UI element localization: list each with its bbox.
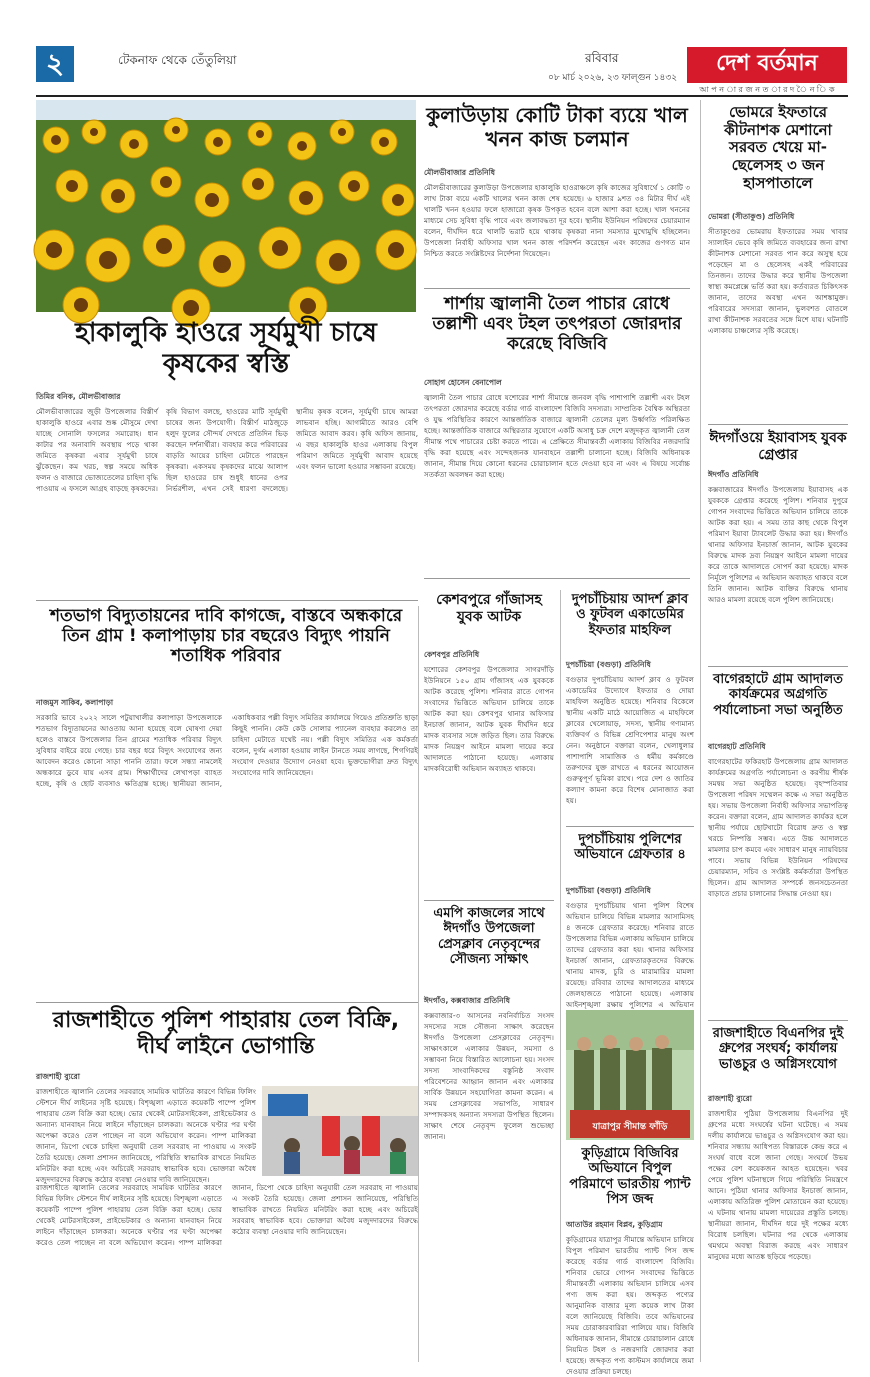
newspaper-logo[interactable]: দেশ বর্তমান (687, 47, 847, 83)
kulaura-headline[interactable]: কুলাউড়ায় কোটি টাকা ব্যয়ে খাল খনন কাজ চলমান (426, 103, 688, 151)
divider (708, 424, 848, 425)
shotobochor-byline: নাজমুস সাকিব, কলাপাড়া (36, 698, 114, 707)
kurigram-body: কুড়িগ্রামের যাত্রাপুর সীমান্তে অভিযান চালিয়ে বিপুল পরিমাণ ভারতীয় প্যান্ট পিস জব্দ করেছে বর্ডার গার্ড বাংলাদেশ বিজিবি। শনিবার ভোরে গোপন সংবাদের ভিত্তিতে সীমান্তবর্তী এলাকায় অভিযান চালিয়ে এসব পণ্য জব্দ করা হয়। জব্দকৃত পণ্যের আনুমানিক বাজার মূল্য কয়েক লাখ টাকা বলে জানিয়েছে বিজিবি। তবে অভিযানের সময় চোরাকারবারিরা পালিয়ে যায়। বিজিবি অধিনায়ক জানান, সীমান্তে চোরাচালান রোধে নিয়মিত টহল ও নজরদারি জোরদার করা হয়েছে। জব্দকৃত পণ্য কাস্টমস কার্যালয়ে জমা দেওয়ার প্রক্রিয়া চলছে। (566, 1235, 694, 1376)
kitnashok-body: সীতাকুণ্ডের ভোমরায় ইফতারের সময় খাবার স্যালাইন ভেবে কৃষি জমিতে ব্যবহারের জন্য রাখা কীটনাশক মেশানো সরবত পান করে অসুস্থ হয়ে পড়েছেন মা ও ছেলেসহ একই পরিবারের তিনজন। তাদের উদ্ধার করে স্থানীয় উপজেলা স্বাস্থ্য কমপ্লেক্সে ভর্তি করা হয়। কর্তব্যরত চিকিৎসক জানান, তাদের অবস্থা এখন আশঙ্কামুক্ত। পরিবারের সদস্যরা জানান, ভুলবশত বোতলে রাখা কীটনাশক সরবতের সঙ্গে মিশে যায়। ঘটনাটি এলাকায় চাঞ্চল্যের সৃষ্টি করেছে। (708, 227, 848, 335)
divider (424, 578, 690, 579)
sharsha-body: জ্বালানী তৈল পাচার রোধে যশোরের শার্শা সীমান্তে জনবল বৃদ্ধি পাশাপাশি তল্লাশী এবং টহল তৎপরতা জোরদার করেছে বর্ডার গার্ড বাংলাদেশ বিজিবি সদস্যরা। সাম্প্রতিক বৈশ্বিক অস্থিরতা ও যুদ্ধ পরিস্থিতির কারণে আন্তর্জাতিক বাজারে জ্বালানী তেলের মূল্য উর্ধ্বগতি পরিলক্ষিত হচ্ছে। আন্তর্জাতিক বাজারে অস্থিরতার সুযোগে একটি অসাধু চক্র দেশে মজুদকৃত জ্বালানী তেল সীমান্ত পথে পাচারের চেষ্টা করতে পারে। এ প্রেক্ষিতে সীমান্তবর্তী এলাকায় বিজিবির নজরদারি বৃদ্ধি করা হয়েছে এবং সন্দেহজনক যানবাহনে তল্লাশী চালানো হচ্ছে। বিজিবি অধিনায়ক জানান, সীমান্ত দিয়ে কোনো ধরনের চোরাচালান হতে দেওয়া হবে না এবং এ বিষয়ে সর্বোচ্চ সতর্কতা অবলম্বন করা হচ্ছে। (424, 393, 690, 479)
bgb-banner-text: যাত্রাপুর সীমান্ত ফাঁড়ি (592, 1122, 668, 1132)
issue-date: ০৮ মার্চ ২০২৬, ২৩ ফাল্গুন ১৪৩২ (548, 73, 678, 83)
dupchanchia-police-body: বগুড়ার দুপচাঁচিয়ায় থানা পুলিশ বিশেষ অভিযান চালিয়ে বিভিন্ন মামলার আসামিসহ ৪ জনকে গ্রেফতার করেছে। শনিবার রাতে উপজেলার বিভিন্ন এলাকায় অভিযান চালিয়ে তাদের গ্রেফতার করা হয়। থানার অফিসার ইনচার্জ জানান, গ্রেফতারকৃতদের বিরুদ্ধে থানায় মাদক, চুরি ও মারামারির মামলা রয়েছে। রবিবার তাদের আদালতের মাধ্যমে জেলহাজতে পাঠানো হয়েছে। এলাকায় আইনশৃঙ্খলা রক্ষায় পুলিশের এ অভিযান (566, 901, 694, 1009)
rajshahi-bnp-headline[interactable]: রাজশাহীতে বিএনপির দুই গ্রুপের সংঘর্ষ; কার্যালয় ভাঙচুর ও অগ্নিসংযোগ (712, 1026, 844, 1072)
page-number: ২ (36, 46, 74, 82)
kurigram-byline: আতাউর রহমান বিপ্লব, কুড়িগ্রাম (566, 1220, 663, 1229)
sharsha-headline[interactable]: শার্শায় জ্বালানী তৈল পাচার রোধে তল্লাশী এবং টহল তৎপরতা জোরদার করেছে বিজিবি (432, 294, 682, 355)
iyasin-headline[interactable]: ঈদগাঁওয়ে ইয়াবাসহ যুবক গ্রেপ্তার (709, 430, 847, 463)
emp-byline: ঈদগাঁও, কক্সবাজার প্রতিনিধি (424, 996, 510, 1005)
kulaura-byline: মৌলভীবাজার প্রতিনিধি (424, 168, 495, 177)
keshabpur-byline: কেশবপুর প্রতিনিধি (424, 650, 480, 659)
iyasin-body: কক্সবাজারের ঈদগাঁও উপজেলায় ইয়াবাসহ এক যুবককে গ্রেপ্তার করেছে পুলিশ। শনিবার দুপুরে গোপন সংবাদের ভিত্তিতে অভিযান চালিয়ে তাকে আটক করা হয়। এ সময় তার কাছ থেকে বিপুল পরিমাণ ইয়াবা ট্যাবলেট উদ্ধার করা হয়। ঈদগাঁও থানার অফিসার ইনচার্জ জানান, আটক যুবকের বিরুদ্ধে মাদক দ্রব্য নিয়ন্ত্রণ আইনে মামলা দায়ের করে তাকে আদালতে সোপর্দ করা হয়েছে। মাদক নির্মূলে পুলিশের এ অভিযান অব্যাহত থাকবে বলে তিনি জানান। আটক ব্যক্তির বিরুদ্ধে থানায় আরও মামলা রয়েছে বলে পুলিশ জানিয়েছে। (708, 485, 848, 604)
emp-body: কক্সবাজার-৩ আসনের নবনির্বাচিত সংসদ সদস্যের সঙ্গে সৌজন্য সাক্ষাৎ করেছেন ঈদগাঁও উপজেলা প্রেসক্লাবের নেতৃবৃন্দ। সাক্ষাৎকালে এলাকার উন্নয়ন, সমস্যা ও সম্ভাবনা নিয়ে বিস্তারিত আলোচনা হয়। সংসদ সদস্য সাংবাদিকদের বস্তুনিষ্ঠ সংবাদ পরিবেশনের আহ্বান জানান এবং এলাকার সার্বিক উন্নয়নে সহযোগিতা কামনা করেন। এ সময় প্রেসক্লাবের সভাপতি, সাধারণ সম্পাদকসহ অন্যান্য সদস্যরা উপস্থিত ছিলেন। সাক্ষাৎ শেষে নেতৃবৃন্দ ফুলেল শুভেচ্ছা জানান। (424, 1011, 554, 1141)
shotobochor-headline[interactable]: শতভাগ বিদ্যুতায়নের দাবি কাগজে, বাস্তবে অন্ধকারে তিন গ্রাম ! কলাপাড়ায় চার বছরেও বিদ্যুৎ পায়নি শতাধিক পরিবার (49, 606, 403, 667)
sunflower-field-image (36, 100, 416, 312)
bgb-soldiers-image (566, 1010, 694, 1140)
kulaura-body: মৌলভীবাজারের কুলাউড়া উপজেলার হাকালুকি হাওরাঞ্চলে কৃষি কাজের সুবিধার্থে ১ কোটি ৩ লাখ টাকা ব্যয়ে একটি খালের খনন কাজ শেষ হয়েছে। ৬ হাজার ৯শত ৩৪ মিটার দীর্ঘ এই খালটি খনন হওয়ার ফলে হাজারো কৃষক উপকৃত হবেন বলে আশা করা হচ্ছে। খাল খননের মাধ্যমে সেচ সুবিধা বৃদ্ধি পাবে এবং জলাবদ্ধতা দূর হবে। স্থানীয় ইউনিয়ন পরিষদের চেয়ারম্যান বলেন, দীর্ঘদিন ধরে খালটি ভরাট হয়ে থাকায় কৃষকরা নানা সমস্যার মুখোমুখি হচ্ছিলেন। উপজেলা নির্বাহী অফিসার খাল খনন কাজ পরিদর্শন করেছেন এবং কাজের গুণগত মান নিশ্চিত করতে সংশ্লিষ্টদের নির্দেশনা দিয়েছেন। (424, 183, 690, 258)
divider (424, 288, 690, 289)
dupchanchia-police-byline: দুপচাঁচিয়া (বগুড়া) প্রতিনিধি (566, 886, 651, 895)
hakaluki-headline[interactable]: হাকালুকি হাওরে সূর্যমুখী চাষে কৃষকের স্বস্তি (75, 318, 377, 379)
column-divider (560, 590, 561, 1362)
sunflower-field-photo (36, 100, 416, 312)
hakaluki-body: মৌলভীবাজারের জুড়ী উপজেলার বিস্তীর্ণ হাকালুকি হাওরে এবার শুষ্ক মৌসুমে দেখা যাচ্ছে সোনালি ফসলের সমারোহ। ধান কাটার পর অনাবাদি অবস্থায় পড়ে থাকা জমিতে কৃষকরা এবার সূর্যমুখী চাষে ঝুঁকেছেন। কম খরচ, স্বল্প সময়ে অধিক ফলন ও বাজারে ভোজ্যতেলের চাহিদা বৃদ্ধি পাওয়ায় এ ফসলে আগ্রহ বাড়ছে কৃষকদের। কৃষি বিভাগ বলছে, হাওরের মাটি সূর্যমুখী চাষের জন্য উপযোগী। বিস্তীর্ণ মাঠজুড়ে হলুদ ফুলের সৌন্দর্য দেখতে প্রতিদিন ভিড় করছেন দর্শনার্থীরা। ব্যবহার করে পরিবারের বাড়তি আয়ের চাহিদা মেটাতে পারছেন কৃষকরা। একসময় কৃষকদের মাঝে আলাপ ছিল হাওরের চাষ শুধুই ধানের ওপর নির্ভরশীল, এখন সেই ধারণা বদলেছে। স্থানীয় কৃষক বলেন, সূর্যমুখী চাষে আমরা লাভবান হচ্ছি। আগামীতে আরও বেশি জমিতে আবাদ করব। কৃষি অফিস জানায়, এ বছর হাকালুকি হাওর এলাকায় বিপুল পরিমাণ জমিতে সূর্যমুখী আবাদ হয়েছে এবং ফলন ভালো হওয়ার সম্ভাবনা রয়েছে। (36, 407, 418, 493)
column-divider (418, 606, 419, 1362)
rajshahi-bnp-body: রাজশাহীর পুঠিয়া উপজেলায় বিএনপির দুই গ্রুপের মধ্যে সংঘর্ষের ঘটনা ঘটেছে। এ সময় দলীয় কার্যালয়ে ভাঙচুর ও অগ্নিসংযোগ করা হয়। শনিবার সন্ধ্যায় আধিপত্য বিস্তারকে কেন্দ্র করে এ সংঘর্ষ বাধে বলে জানা গেছে। সংঘর্ষে উভয় পক্ষের বেশ কয়েকজন আহত হয়েছেন। খবর পেয়ে পুলিশ ঘটনাস্থলে গিয়ে পরিস্থিতি নিয়ন্ত্রণে আনে। পুঠিয়া থানার অফিসার ইনচার্জ জানান, এলাকায় অতিরিক্ত পুলিশ মোতায়েন করা হয়েছে। এ ঘটনায় থানায় মামলা দায়েরের প্রস্তুতি চলছে। স্থানীয়রা জানান, দীর্ঘদিন ধরে দুই পক্ষের মধ্যে বিরোধ চলছিল। ঘটনার পর থেকে এলাকায় থমথমে অবস্থা বিরাজ করছে এবং সাধারণ মানুষের মধ্যে আতঙ্ক ছড়িয়ে পড়েছে। (708, 1109, 848, 1261)
issue-day: রবিবার (585, 51, 619, 65)
kitnashok-headline[interactable]: ভোমরে ইফতারে কীটনাশক মেশানো সরবত খেয়ে মা-ছেলেসহ ৩ জন হাসপাতালে (724, 103, 832, 192)
section-title: টেকনাফ থেকে তেঁতুলিয়া (118, 53, 237, 67)
bagerhat-body: বাগেরহাটের ফকিরহাট উপজেলায় গ্রাম আদালত কার্যক্রমের অগ্রগতি পর্যালোচনা ও করণীয় শীর্ষক সমন্বয় সভা অনুষ্ঠিত হয়েছে। বৃহস্পতিবার উপজেলা পরিষদ সম্মেলন কক্ষে এ সভা অনুষ্ঠিত হয়। সভায় উপজেলা নির্বাহী অফিসার সভাপতিত্ব করেন। বক্তারা বলেন, গ্রাম আদালত কার্যকর হলে স্থানীয় পর্যায়ে ছোটখাটো বিরোধ দ্রুত ও স্বল্প খরচে নিষ্পত্তি সম্ভব। এতে উচ্চ আদালতে মামলার চাপ কমবে এবং সাধারণ মানুষ ন্যায়বিচার পাবে। সভায় বিভিন্ন ইউনিয়ন পরিষদের চেয়ারম্যান, সচিব ও সংশ্লিষ্ট কর্মকর্তারা উপস্থিত ছিলেন। গ্রাম আদালত সম্পর্কে জনসচেতনতা বাড়াতে প্রচার চালানোর সিদ্ধান্ত নেওয়া হয়। (708, 757, 848, 898)
dupchanchia-iftar-body: বগুড়ার দুপচাঁচিয়ায় আদর্শ ক্লাব ও ফুটবল একাডেমির উদ্যোগে ইফতার ও দোয়া মাহফিল অনুষ্ঠিত হয়েছে। শনিবার বিকেলে স্থানীয় একটি মাঠে আয়োজিত এ মাহফিলে ক্লাবের খেলোয়াড়, সদস্য, স্থানীয় গণ্যমান্য ব্যক্তিবর্গ ও বিভিন্ন শ্রেণিপেশার মানুষ অংশ নেন। অনুষ্ঠানে বক্তারা বলেন, খেলাধুলার পাশাপাশি সামাজিক ও ধর্মীয় কর্মকাণ্ডে তরুণদের যুক্ত রাখতে এ ধরনের আয়োজন গুরুত্বপূর্ণ ভূমিকা রাখে। পরে দেশ ও জাতির কল্যাণ কামনা করে বিশেষ মোনাজাত করা হয়। (566, 675, 694, 805)
fuel-station-photo (262, 1086, 418, 1176)
newspaper-tagline: আ প ন া র জ ন ত া র দ ৈ ন ি ক (699, 85, 835, 94)
dupchanchia-iftar-byline: দুপচাঁচিয়া (বগুড়া) প্রতিনিধি (566, 660, 651, 669)
header-rule (36, 95, 848, 97)
keshabpur-body: যশোরের কেশবপুর উপজেলার সাগরদাঁড়ি ইউনিয়নে ১৫০ গ্রাম গাঁজাসহ এক যুবককে আটক করেছে পুলিশ। শনিবার রাতে গোপন সংবাদের ভিত্তিতে অভিযান চালিয়ে তাকে আটক করা হয়। কেশবপুর থানার অফিসার ইনচার্জ জানান, আটক যুবক দীর্ঘদিন ধরে মাদক ব্যবসার সঙ্গে জড়িত ছিল। তার বিরুদ্ধে মাদক নিয়ন্ত্রণ আইনে মামলা দায়ের করে আদালতে পাঠানো হয়েছে। এলাকায় মাদকবিরোধী অভিযান অব্যাহত থাকবে। (424, 665, 554, 773)
keshabpur-headline[interactable]: কেশবপুরে গাঁজাসহ যুবক আটক (436, 592, 542, 625)
dupchanchia-police-headline[interactable]: দুপচাঁচিয়ায় পুলিশের অভিযানে গ্রেফতার ৪ (574, 832, 686, 863)
rajshahi-oil-byline: রাজশাহী ব্যুরো (36, 1072, 80, 1081)
bagerhat-headline[interactable]: বাগেরহাটে গ্রাম আদালত কার্যক্রমের অগ্রগতি পর্যালোচনা সভা অনুষ্ঠিত (713, 672, 843, 718)
dupchanchia-iftar-headline[interactable]: দুপচাঁচিয়ায় আদর্শ ক্লাব ও ফুটবল একাডেমির ইফতার মাহফিল (571, 592, 689, 638)
divider (424, 900, 554, 901)
column-divider (700, 100, 701, 1362)
iyasin-byline: ঈদগাঁও প্রতিনিধি (708, 470, 759, 479)
divider (36, 600, 418, 601)
divider (708, 666, 848, 667)
rajshahi-bnp-byline: রাজশাহী ব্যুরো (708, 1094, 752, 1103)
divider (566, 826, 694, 827)
hakaluki-byline: তিমির বনিক, মৌলভীবাজার (36, 392, 121, 401)
bagerhat-byline: বাগেরহাট প্রতিনিধি (708, 742, 766, 751)
sharsha-byline: সোহাগ হোসেন বেনাপোল (424, 378, 502, 387)
emp-headline[interactable]: এমপি কাজলের সাথে ঈদগাঁও উপজেলা প্রেসক্লাব নেতৃবৃন্দের সৌজন্য সাক্ষাৎ (433, 906, 545, 967)
divider (36, 1002, 418, 1003)
rajshahi-oil-body: রাজশাহীতে জ্বালানি তেলের সরবরাহে সাময়িক ঘাটতির কারণে বিভিন্ন ফিলিং স্টেশনে দীর্ঘ লাইনের সৃষ্টি হয়েছে। বিশৃঙ্খলা এড়াতে কয়েকটি পাম্পে পুলিশ পাহারায় তেল বিক্রি করা হচ্ছে। ভোর থেকেই মোটরসাইকেল, প্রাইভেটকার ও অন্যান্য যানবাহন নিয়ে লাইনে দাঁড়াচ্ছেন চালকরা। অনেকে ঘণ্টার পর ঘণ্টা অপেক্ষা করেও তেল পাচ্ছেন না বলে অভিযোগ করেন। পাম্প মালিকরা জানান, ডিপো থেকে চাহিদা অনুযায়ী তেল সরবরাহ না পাওয়ায় এ সংকট তৈরি হয়েছে। জেলা প্রশাসন জানিয়েছে, পরিস্থিতি স্বাভাবিক রাখতে নিয়মিত মনিটরিং করা হচ্ছে এবং অচিরেই সরবরাহ স্বাভাবিক হবে। ভোক্তারা অবৈধ মজুদদারদের বিরুদ্ধে কঠোর ব্যবস্থা নেওয়ার দাবি জানিয়েছেন। (36, 1183, 418, 1247)
rajshahi-oil-headline[interactable]: রাজশাহীতে পুলিশ পাহারায় তেল বিক্রি, দীর্ঘ লাইনে ভোগান্তি (52, 1008, 400, 1059)
rajshahi-oil-body-top: রাজশাহীতে জ্বালানি তেলের সরবরাহে সাময়িক ঘাটতির কারণে বিভিন্ন ফিলিং স্টেশনে দীর্ঘ লাইনের সৃষ্টি হয়েছে। বিশৃঙ্খলা এড়াতে কয়েকটি পাম্পে পুলিশ পাহারায় তেল বিক্রি করা হচ্ছে। ভোর থেকেই মোটরসাইকেল, প্রাইভেটকার ও অন্যান্য যানবাহন নিয়ে লাইনে দাঁড়াচ্ছেন চালকরা। অনেকে ঘণ্টার পর ঘণ্টা অপেক্ষা করেও তেল পাচ্ছেন না বলে অভিযোগ করেন। পাম্প মালিকরা জানান, ডিপো থেকে চাহিদা অনুযায়ী তেল সরবরাহ না পাওয়ায় এ সংকট তৈরি হয়েছে। জেলা প্রশাসন জানিয়েছে, পরিস্থিতি স্বাভাবিক রাখতে নিয়মিত মনিটরিং করা হচ্ছে এবং অচিরেই সরবরাহ স্বাভাবিক হবে। ভোক্তারা অবৈধ মজুদদারদের বিরুদ্ধে কঠোর ব্যবস্থা নেওয়ার দাবি জানিয়েছেন। (36, 1087, 256, 1184)
divider (708, 1020, 848, 1021)
fuel-queue-image (262, 1086, 418, 1176)
kurigram-headline[interactable]: কুড়িগ্রামে বিজিবির অভিযানে বিপুল পরিমাণে ভারতীয় প্যান্ট পিস জব্দ (569, 1146, 691, 1207)
bgb-seizure-photo (566, 1010, 694, 1140)
shotobochor-body: সরকারি ভাবে ২০২২ সালে পটুয়াখালীর কলাপাড়া উপজেলাকে শতভাগ বিদ্যুতায়নের আওতায় আনা হয়েছে বলে ঘোষণা দেয়া হলেও বাস্তবে উপজেলার তিন গ্রামের শতাধিক পরিবার বিদ্যুৎ সুবিধার বাইরে রয়ে গেছে। চার বছর ধরে বিদ্যুৎ সংযোগের জন্য আবেদন করেও কোনো সাড়া পাননি তারা। ফলে সন্ধ্যা নামলেই অন্ধকারে ডুবে যায় এসব গ্রাম। শিক্ষার্থীদের লেখাপড়া ব্যাহত হচ্ছে, কৃষি ও ছোট ব্যবসাও ক্ষতিগ্রস্ত হচ্ছে। স্থানীয়রা জানান, একাধিকবার পল্লী বিদ্যুৎ সমিতির কার্যালয়ে গিয়েও প্রতিশ্রুতি ছাড়া কিছুই পাননি। কেউ কেউ সোলার প্যানেল ব্যবহার করলেও তা চাহিদা মেটাতে যথেষ্ট নয়। পল্লী বিদ্যুৎ সমিতির এক কর্মকর্তা বলেন, দুর্গম এলাকা হওয়ায় লাইন টানতে সময় লাগছে, শিগগিরই সংযোগ দেওয়ার উদ্যোগ নেওয়া হবে। ভুক্তভোগীরা দ্রুত বিদ্যুৎ সংযোগের দাবি জানিয়েছেন। (36, 713, 418, 788)
kitnashok-byline: ভোমরা (সীতাকুণ্ড) প্রতিনিধি (708, 212, 795, 221)
